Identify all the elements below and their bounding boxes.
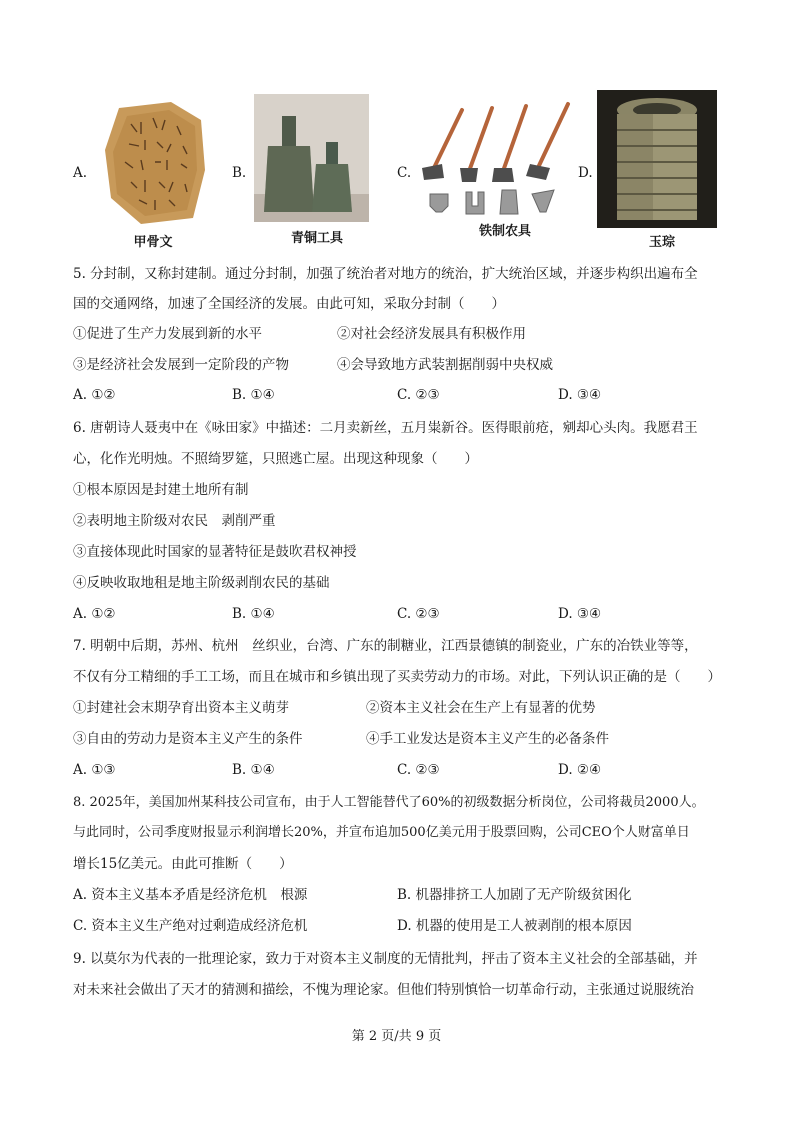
oracle-bone-image bbox=[101, 100, 211, 225]
page-footer: 第 2 页/共 9 页 bbox=[351, 1029, 442, 1044]
q6-statement-2: ②表明地主阶级对农民 剥削严重 bbox=[73, 513, 276, 529]
q7-stem-line-1: 7. 明朝中后期，苏州、杭州 丝织业，台湾、广东的制糖业，江西景德镇的制瓷业，广东的冶铁业等等， bbox=[73, 638, 698, 654]
bronze-tools-image bbox=[254, 94, 369, 222]
q5-statement-1: ①促进了生产力发展到新的水平 bbox=[73, 326, 262, 342]
q7-stem-line-2: 不仅有分工精细的手工工场，而且在城市和乡镇出现了买卖劳动力的市场。对此，下列认识正确的是（ ） bbox=[73, 669, 721, 685]
q8-option-c: C. 资本主义生产绝对过剩造成经济危机 bbox=[73, 918, 308, 934]
q5-stem-line-1: 5. 分封制，又称封建制。通过分封制，加强了统治者对地方的统治，扩大统治区域，并逐步构织出遍布全 bbox=[73, 266, 698, 282]
q8-stem-line-1: 8. 2025年，美国加州某科技公司宣布，由于人工智能替代了60%的初级数据分析岗位，公司将裁员2000人。 bbox=[73, 795, 705, 810]
q6-statement-1: ①根本原因是封建土地所有制 bbox=[73, 482, 249, 498]
q8-option-d: D. 机器的使用是工人被剥削的根本原因 bbox=[397, 918, 632, 934]
q6-option-a: A. ①② bbox=[73, 606, 116, 622]
option-b-letter: B. bbox=[232, 165, 247, 181]
q8-stem-line-3: 增长15亿美元。由此可推断（ ） bbox=[73, 856, 293, 872]
q5-option-b: B. ①④ bbox=[232, 387, 275, 403]
q5-statement-4: ④会导致地方武装割据削弱中央权威 bbox=[337, 357, 553, 373]
q8-option-a: A. 资本主义基本矛盾是经济危机 根源 bbox=[73, 887, 308, 903]
option-c-letter: C. bbox=[397, 165, 412, 181]
q6-statement-3: ③直接体现此时国家的显著特征是鼓吹君权神授 bbox=[73, 544, 357, 560]
option-a-letter: A. bbox=[73, 165, 88, 181]
q5-stem-line-2: 国的交通网络，加速了全国经济的发展。由此可知，采取分封制（ ） bbox=[73, 296, 505, 312]
q8-stem-line-2: 与此同时，公司季度财报显示利润增长20%，并宣布追加500亿美元用于股票回购，公司CEO个人财富单日 bbox=[73, 825, 690, 840]
iron-farm-tools-image bbox=[418, 98, 578, 224]
q6-option-c: C. ②③ bbox=[397, 606, 440, 622]
q7-statement-2: ②资本主义社会在生产上有显著的优势 bbox=[366, 700, 596, 716]
q9-stem-line-1: 9. 以莫尔为代表的一批理论家，致力于对资本主义制度的无情批判，抨击了资本主义社会的全部基础，并 bbox=[73, 951, 698, 967]
q8-option-b: B. 机器排挤工人加剧了无产阶级贫困化 bbox=[397, 887, 632, 903]
q9-stem-line-2: 对未来社会做出了天才的猜测和描绘，不愧为理论家。但他们特别慎恰一切革命行动，主张通过说服统治 bbox=[73, 982, 694, 998]
option-d-caption: 玉琮 bbox=[648, 235, 675, 250]
option-b-caption: 青铜工具 bbox=[290, 231, 343, 246]
option-a-caption: 甲骨文 bbox=[133, 235, 173, 250]
q5-option-a: A. ①② bbox=[73, 387, 116, 403]
q7-option-a: A. ①③ bbox=[73, 762, 116, 778]
q5-statement-2: ②对社会经济发展具有积极作用 bbox=[337, 326, 526, 342]
q7-statement-1: ①封建社会末期孕育出资本主义萌芽 bbox=[73, 700, 289, 716]
q6-stem-line-2: 心，化作光明烛。不照绮罗筵，只照逃亡屋。出现这种现象（ ） bbox=[73, 451, 478, 467]
q7-statement-3: ③自由的劳动力是资本主义产生的条件 bbox=[73, 731, 303, 747]
q6-option-b: B. ①④ bbox=[232, 606, 275, 622]
q7-statement-4: ④手工业发达是资本主义产生的必备条件 bbox=[366, 731, 609, 747]
jade-cong-image bbox=[597, 90, 717, 228]
q5-option-c: C. ②③ bbox=[397, 387, 440, 403]
q7-option-c: C. ②③ bbox=[397, 762, 440, 778]
q6-stem-line-1: 6. 唐朝诗人聂夷中在《咏田家》中描述：二月卖新丝，五月粜新谷。医得眼前疮，剜却心头肉。我愿君王 bbox=[73, 420, 698, 436]
q6-statement-4: ④反映收取地租是地主阶级剥削农民的基础 bbox=[73, 575, 330, 591]
q7-option-b: B. ①④ bbox=[232, 762, 275, 778]
option-c-caption: 铁制农具 bbox=[478, 224, 531, 239]
q7-option-d: D. ②④ bbox=[558, 762, 602, 778]
q5-statement-3: ③是经济社会发展到一定阶段的产物 bbox=[73, 357, 289, 373]
q6-option-d: D. ③④ bbox=[558, 606, 602, 622]
option-d-letter: D. bbox=[578, 165, 593, 181]
q5-option-d: D. ③④ bbox=[558, 387, 602, 403]
